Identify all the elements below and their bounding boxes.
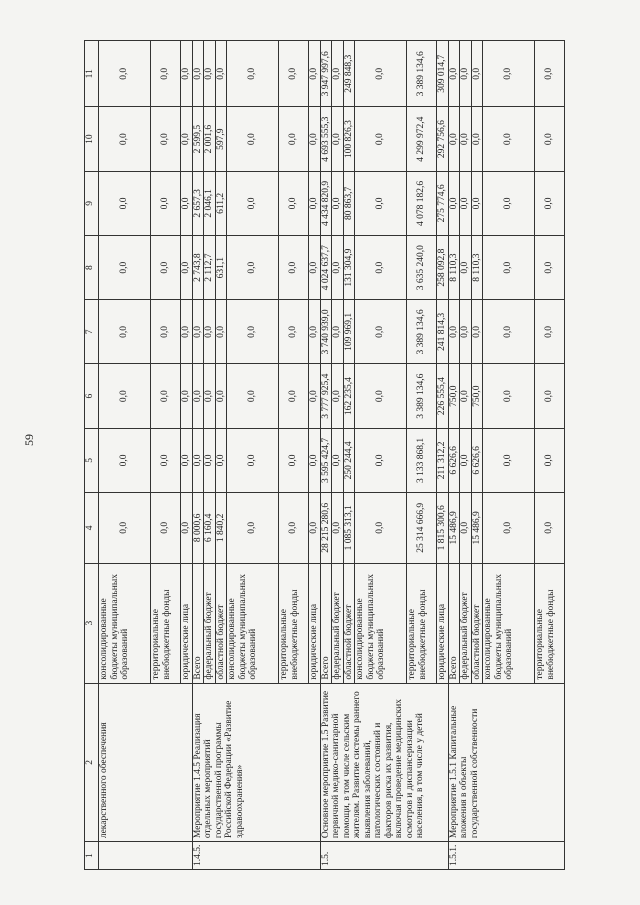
value-cell: 1 815 300,6 — [437, 493, 449, 564]
value-cell: 15 486,9 — [448, 493, 460, 564]
source-cell: территориальные внебюджетные фонды — [279, 563, 309, 683]
value-cell: 0,0 — [99, 236, 151, 300]
source-cell: Всего — [192, 563, 204, 683]
value-cell: 0,0 — [151, 428, 181, 492]
value-cell: 3 777 925,4 — [320, 364, 332, 428]
value-cell: 0,0 — [181, 364, 193, 428]
value-cell: 0,0 — [181, 41, 193, 108]
value-cell: 15 486,9 — [471, 493, 483, 564]
value-cell: 0,0 — [355, 107, 407, 171]
value-cell: 611,2 — [215, 171, 227, 235]
value-cell: 0,0 — [448, 41, 460, 108]
page-number: 59 — [22, 434, 36, 446]
source-cell: юридические лица — [437, 563, 449, 683]
source-cell: консолидированные бюджеты муниципальных образований — [99, 563, 151, 683]
value-cell: 3 595 424,7 — [320, 428, 332, 492]
value-cell: 6 626,6 — [448, 428, 460, 492]
value-cell: 0,0 — [215, 300, 227, 364]
measure-title: лекарственного обеспечения — [99, 683, 193, 842]
col-header: 10 — [85, 107, 99, 171]
value-cell: 0,0 — [355, 493, 407, 564]
source-cell: областной бюджет — [215, 563, 227, 683]
value-cell: 0,0 — [227, 493, 279, 564]
value-cell: 0,0 — [332, 171, 344, 235]
row-number: 1.5.1. — [448, 842, 565, 870]
source-cell: юридические лица — [309, 563, 321, 683]
value-cell: 0,0 — [99, 171, 151, 235]
value-cell: 4 693 555,3 — [320, 107, 332, 171]
value-cell: 0,0 — [227, 364, 279, 428]
table-row — [320, 41, 332, 870]
value-cell: 0,0 — [204, 428, 216, 492]
value-cell: 249 848,3 — [343, 41, 355, 108]
value-cell: 0,0 — [99, 300, 151, 364]
value-cell: 0,0 — [309, 428, 321, 492]
value-cell: 25 314 666,9 — [407, 493, 437, 564]
value-cell: 80 863,7 — [343, 171, 355, 235]
value-cell: 1 840,2 — [215, 493, 227, 564]
source-cell: Всего — [448, 563, 460, 683]
value-cell: 8 110,3 — [471, 236, 483, 300]
col-header: 1 — [85, 842, 99, 870]
measure-title: Мероприятие 1.5.1 Капитальные вложения в объекты государственной собственности — [448, 683, 565, 842]
value-cell: 0,0 — [448, 300, 460, 364]
value-cell: 0,0 — [535, 364, 565, 428]
value-cell: 3 389 134,6 — [407, 300, 437, 364]
value-cell: 4 078 182,6 — [407, 171, 437, 235]
value-cell: 0,0 — [279, 236, 309, 300]
measure-title: Основное мероприятие 1.5 Развитие первичной медико-санитарной помощи, в том числе сельским жителям. Развитие системы раннего выявления заболеваний, патологических состояний и факторов риска их развития, включая проведение медицинских осмотров и диспансеризации населения, в том числе у детей — [320, 683, 448, 842]
value-cell: 0,0 — [332, 236, 344, 300]
value-cell: 2 112,7 — [204, 236, 216, 300]
table-row — [99, 41, 151, 870]
value-cell: 750,0 — [471, 364, 483, 428]
value-cell: 2 657,3 — [192, 171, 204, 235]
value-cell: 0,0 — [483, 236, 535, 300]
table-row — [448, 41, 460, 870]
rotated-table-wrapper — [84, 40, 619, 870]
value-cell: 597,9 — [215, 107, 227, 171]
value-cell: 0,0 — [460, 493, 472, 564]
col-header: 11 — [85, 41, 99, 108]
value-cell: 2 046,1 — [204, 171, 216, 235]
value-cell: 0,0 — [215, 41, 227, 108]
source-cell: федеральный бюджет — [460, 563, 472, 683]
value-cell: 0,0 — [279, 364, 309, 428]
value-cell: 0,0 — [535, 41, 565, 108]
col-header: 6 — [85, 364, 99, 428]
value-cell: 750,0 — [448, 364, 460, 428]
value-cell: 0,0 — [483, 428, 535, 492]
measure-title: Мероприятие 1.4.5 Реализация отдельных мероприятий государственной программы Российской Федерации «Развитие здравоохранения» — [192, 683, 320, 842]
value-cell: 0,0 — [227, 428, 279, 492]
value-cell: 0,0 — [460, 428, 472, 492]
value-cell: 131 304,9 — [343, 236, 355, 300]
value-cell: 0,0 — [332, 493, 344, 564]
value-cell: 0,0 — [181, 171, 193, 235]
value-cell: 0,0 — [192, 364, 204, 428]
source-cell: федеральный бюджет — [332, 563, 344, 683]
value-cell: 0,0 — [332, 300, 344, 364]
value-cell: 109 969,1 — [343, 300, 355, 364]
col-header: 7 — [85, 300, 99, 364]
value-cell: 0,0 — [279, 493, 309, 564]
value-cell: 3 133 868,1 — [407, 428, 437, 492]
value-cell: 0,0 — [535, 300, 565, 364]
value-cell: 0,0 — [535, 236, 565, 300]
value-cell: 0,0 — [535, 428, 565, 492]
value-cell: 0,0 — [309, 41, 321, 108]
source-cell: Всего — [320, 563, 332, 683]
value-cell: 8 110,3 — [448, 236, 460, 300]
value-cell: 2 001,6 — [204, 107, 216, 171]
source-cell: территориальные внебюджетные фонды — [407, 563, 437, 683]
value-cell: 0,0 — [460, 300, 472, 364]
value-cell: 0,0 — [448, 171, 460, 235]
value-cell: 0,0 — [279, 428, 309, 492]
col-header: 5 — [85, 428, 99, 492]
value-cell: 0,0 — [460, 236, 472, 300]
value-cell: 0,0 — [355, 41, 407, 108]
value-cell: 3 389 134,6 — [407, 41, 437, 108]
table-row — [192, 41, 204, 870]
value-cell: 2 743,8 — [192, 236, 204, 300]
value-cell: 100 826,3 — [343, 107, 355, 171]
col-header: 2 — [85, 683, 99, 842]
value-cell: 0,0 — [227, 41, 279, 108]
value-cell: 0,0 — [535, 171, 565, 235]
row-number — [99, 842, 193, 870]
source-cell: консолидированные бюджеты муниципальных образований — [355, 563, 407, 683]
value-cell: 0,0 — [227, 236, 279, 300]
value-cell: 0,0 — [460, 171, 472, 235]
col-header: 3 — [85, 563, 99, 683]
value-cell: 0,0 — [181, 107, 193, 171]
value-cell: 0,0 — [99, 428, 151, 492]
value-cell: 0,0 — [227, 107, 279, 171]
value-cell: 0,0 — [535, 107, 565, 171]
value-cell: 0,0 — [309, 236, 321, 300]
value-cell: 0,0 — [448, 107, 460, 171]
source-cell: консолидированные бюджеты муниципальных образований — [227, 563, 279, 683]
source-cell: территориальные внебюджетные фонды — [535, 563, 565, 683]
value-cell: 0,0 — [309, 107, 321, 171]
value-cell: 241 814,3 — [437, 300, 449, 364]
value-cell: 0,0 — [332, 364, 344, 428]
col-header: 4 — [85, 493, 99, 564]
value-cell: 0,0 — [215, 364, 227, 428]
budget-table — [84, 40, 565, 870]
value-cell: 0,0 — [227, 300, 279, 364]
value-cell: 0,0 — [279, 171, 309, 235]
value-cell: 0,0 — [151, 236, 181, 300]
value-cell: 0,0 — [204, 364, 216, 428]
value-cell: 0,0 — [99, 41, 151, 108]
value-cell: 0,0 — [332, 41, 344, 108]
value-cell: 0,0 — [279, 300, 309, 364]
source-cell: консолидированные бюджеты муниципальных образований — [483, 563, 535, 683]
value-cell: 0,0 — [483, 107, 535, 171]
value-cell: 211 312,2 — [437, 428, 449, 492]
value-cell: 0,0 — [460, 107, 472, 171]
value-cell: 0,0 — [151, 493, 181, 564]
col-header: 8 — [85, 236, 99, 300]
value-cell: 3 389 134,6 — [407, 364, 437, 428]
value-cell: 0,0 — [483, 300, 535, 364]
value-cell: 0,0 — [471, 41, 483, 108]
value-cell: 0,0 — [151, 364, 181, 428]
value-cell: 0,0 — [227, 171, 279, 235]
value-cell: 0,0 — [192, 428, 204, 492]
value-cell: 0,0 — [471, 107, 483, 171]
value-cell: 0,0 — [483, 364, 535, 428]
value-cell: 28 215 280,6 — [320, 493, 332, 564]
col-header: 9 — [85, 171, 99, 235]
value-cell: 6 626,6 — [471, 428, 483, 492]
value-cell: 0,0 — [355, 171, 407, 235]
value-cell: 0,0 — [460, 41, 472, 108]
value-cell: 309 014,7 — [437, 41, 449, 108]
value-cell: 0,0 — [192, 41, 204, 108]
value-cell: 0,0 — [151, 300, 181, 364]
value-cell: 3 635 240,0 — [407, 236, 437, 300]
source-cell: территориальные внебюджетные фонды — [151, 563, 181, 683]
value-cell: 631,1 — [215, 236, 227, 300]
value-cell: 0,0 — [355, 364, 407, 428]
value-cell: 0,0 — [332, 428, 344, 492]
value-cell: 0,0 — [483, 493, 535, 564]
value-cell: 0,0 — [535, 493, 565, 564]
source-cell: областной бюджет — [471, 563, 483, 683]
value-cell: 6 160,4 — [204, 493, 216, 564]
value-cell: 3 740 939,0 — [320, 300, 332, 364]
value-cell: 0,0 — [204, 41, 216, 108]
value-cell: 0,0 — [483, 41, 535, 108]
value-cell: 0,0 — [99, 107, 151, 171]
value-cell: 0,0 — [279, 107, 309, 171]
value-cell: 0,0 — [151, 107, 181, 171]
row-number: 1.4.5. — [192, 842, 320, 870]
value-cell: 258 092,8 — [437, 236, 449, 300]
value-cell: 3 947 997,6 — [320, 41, 332, 108]
value-cell: 1 085 313,1 — [343, 493, 355, 564]
value-cell: 4 024 637,7 — [320, 236, 332, 300]
value-cell: 0,0 — [355, 428, 407, 492]
value-cell: 226 555,4 — [437, 364, 449, 428]
value-cell: 0,0 — [332, 107, 344, 171]
value-cell: 0,0 — [151, 41, 181, 108]
value-cell: 0,0 — [471, 300, 483, 364]
source-cell: областной бюджет — [343, 563, 355, 683]
header-row — [85, 41, 99, 870]
value-cell: 0,0 — [460, 364, 472, 428]
value-cell: 0,0 — [309, 364, 321, 428]
value-cell: 0,0 — [192, 300, 204, 364]
value-cell: 292 756,6 — [437, 107, 449, 171]
value-cell: 4 299 972,4 — [407, 107, 437, 171]
value-cell: 0,0 — [99, 493, 151, 564]
value-cell: 275 774,6 — [437, 171, 449, 235]
value-cell: 250 244,4 — [343, 428, 355, 492]
value-cell: 0,0 — [471, 171, 483, 235]
value-cell: 0,0 — [309, 171, 321, 235]
source-cell: юридические лица — [181, 563, 193, 683]
value-cell: 0,0 — [181, 236, 193, 300]
value-cell: 8 000,6 — [192, 493, 204, 564]
value-cell: 0,0 — [483, 171, 535, 235]
value-cell: 0,0 — [309, 493, 321, 564]
value-cell: 0,0 — [309, 300, 321, 364]
value-cell: 0,0 — [181, 428, 193, 492]
value-cell: 0,0 — [151, 171, 181, 235]
row-number: 1.5. — [320, 842, 448, 870]
value-cell: 0,0 — [181, 300, 193, 364]
value-cell: 0,0 — [204, 300, 216, 364]
source-cell: федеральный бюджет — [204, 563, 216, 683]
value-cell: 0,0 — [355, 236, 407, 300]
value-cell: 0,0 — [355, 300, 407, 364]
value-cell: 0,0 — [181, 493, 193, 564]
value-cell: 0,0 — [279, 41, 309, 108]
value-cell: 162 235,4 — [343, 364, 355, 428]
value-cell: 4 434 820,9 — [320, 171, 332, 235]
value-cell: 0,0 — [99, 364, 151, 428]
value-cell: 0,0 — [215, 428, 227, 492]
value-cell: 2 599,5 — [192, 107, 204, 171]
